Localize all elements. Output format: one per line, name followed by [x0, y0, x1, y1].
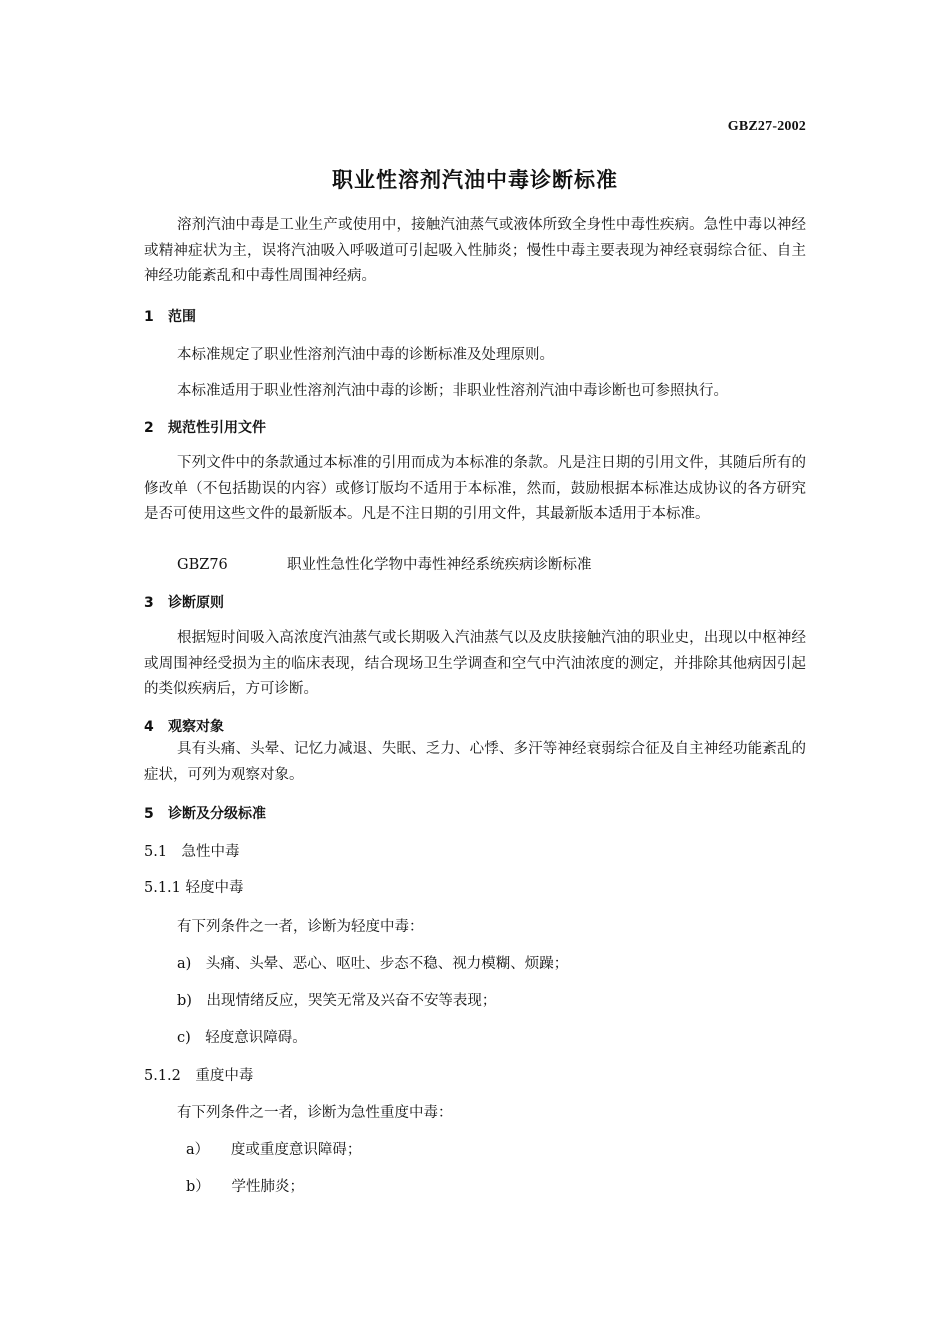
mild-criterion-a: a) 头痛、头晕、恶心、呕吐、步态不稳、视力模糊、烦躁； — [177, 956, 569, 972]
mild-criterion-b: b) 出现情绪反应，哭笑无常及兴奋不安等表现； — [177, 993, 497, 1009]
severe-criterion-a: a） 度或重度意识障碍； — [186, 1142, 362, 1158]
section-number: 5 — [144, 806, 154, 822]
severe-criterion-b: b） 学性肺炎； — [186, 1179, 305, 1195]
observation-paragraph: 具有头痛、头晕、记忆力减退、失眠、乏力、心悸、多汗等神经衰弱综合征及自主神经功能紊乱的症状，可列为观察对象。 — [144, 741, 806, 783]
section-number: 3 — [144, 595, 154, 611]
section-title: 范围 — [168, 309, 196, 325]
subsection-5-1: 5.1 急性中毒 — [144, 844, 240, 860]
section-title: 规范性引用文件 — [168, 420, 266, 436]
mild-poisoning-intro: 有下列条件之一者，诊断为轻度中毒： — [177, 919, 424, 935]
section-1-heading — [144, 306, 196, 326]
intro-paragraph: 溶剂汽油中毒是工业生产或使用中，接触汽油蒸气或液体所致全身性中毒性疾病。急性中毒以神经或精神症状为主，误将汽油吸入呼吸道可引起吸入性肺炎；慢性中毒主要表现为神经衰弱综合征、自主神经功能紊乱和中毒性周围神经病。 — [144, 217, 806, 284]
document-code: GBZ27-2002 — [727, 119, 806, 134]
section-title: 诊断原则 — [168, 595, 224, 611]
document-title: 职业性溶剂汽油中毒诊断标准 — [332, 168, 618, 192]
section-number: 4 — [144, 719, 154, 735]
section-2-heading — [144, 417, 266, 437]
section-4-heading — [144, 716, 224, 736]
reference-title: 职业性急性化学物中毒性神经系统疾病诊断标准 — [287, 557, 592, 573]
subsection-5-1-2: 5.1.2 重度中毒 — [144, 1068, 254, 1084]
section-title: 观察对象 — [168, 719, 224, 735]
section-3-heading — [144, 592, 224, 612]
section-number: 2 — [144, 420, 154, 436]
subsection-5-1-1: 5.1.1 轻度中毒 — [144, 880, 244, 896]
principles-paragraph: 根据短时间吸入高浓度汽油蒸气或长期吸入汽油蒸气以及皮肤接触汽油的职业史，出现以中枢神经或周围神经受损为主的临床表现，结合现场卫生学调查和空气中汽油浓度的测定，并排除其他病因引起的类似疾病后，方可诊断。 — [144, 630, 806, 697]
scope-paragraph-2: 本标准适用于职业性溶剂汽油中毒的诊断；非职业性溶剂汽油中毒诊断也可参照执行。 — [177, 383, 728, 399]
severe-poisoning-intro: 有下列条件之一者，诊断为急性重度中毒： — [177, 1105, 453, 1121]
section-number: 1 — [144, 309, 154, 325]
scope-paragraph-1: 本标准规定了职业性溶剂汽油中毒的诊断标准及处理原则。 — [177, 347, 554, 363]
section-title: 诊断及分级标准 — [168, 806, 266, 822]
references-paragraph: 下列文件中的条款通过本标准的引用而成为本标准的条款。凡是注日期的引用文件，其随后所有的修改单（不包括勘误的内容）或修订版均不适用于本标准，然而，鼓励根据本标准达成协议的各方研究是否可使用这些文件的最新版本。凡是不注日期的引用文件，其最新版本适用于本标准。 — [144, 455, 806, 522]
section-5-heading — [144, 803, 266, 823]
mild-criterion-c: c) 轻度意识障碍。 — [177, 1030, 307, 1046]
reference-code: GBZ76 — [177, 557, 228, 573]
reference-entry — [177, 553, 857, 574]
